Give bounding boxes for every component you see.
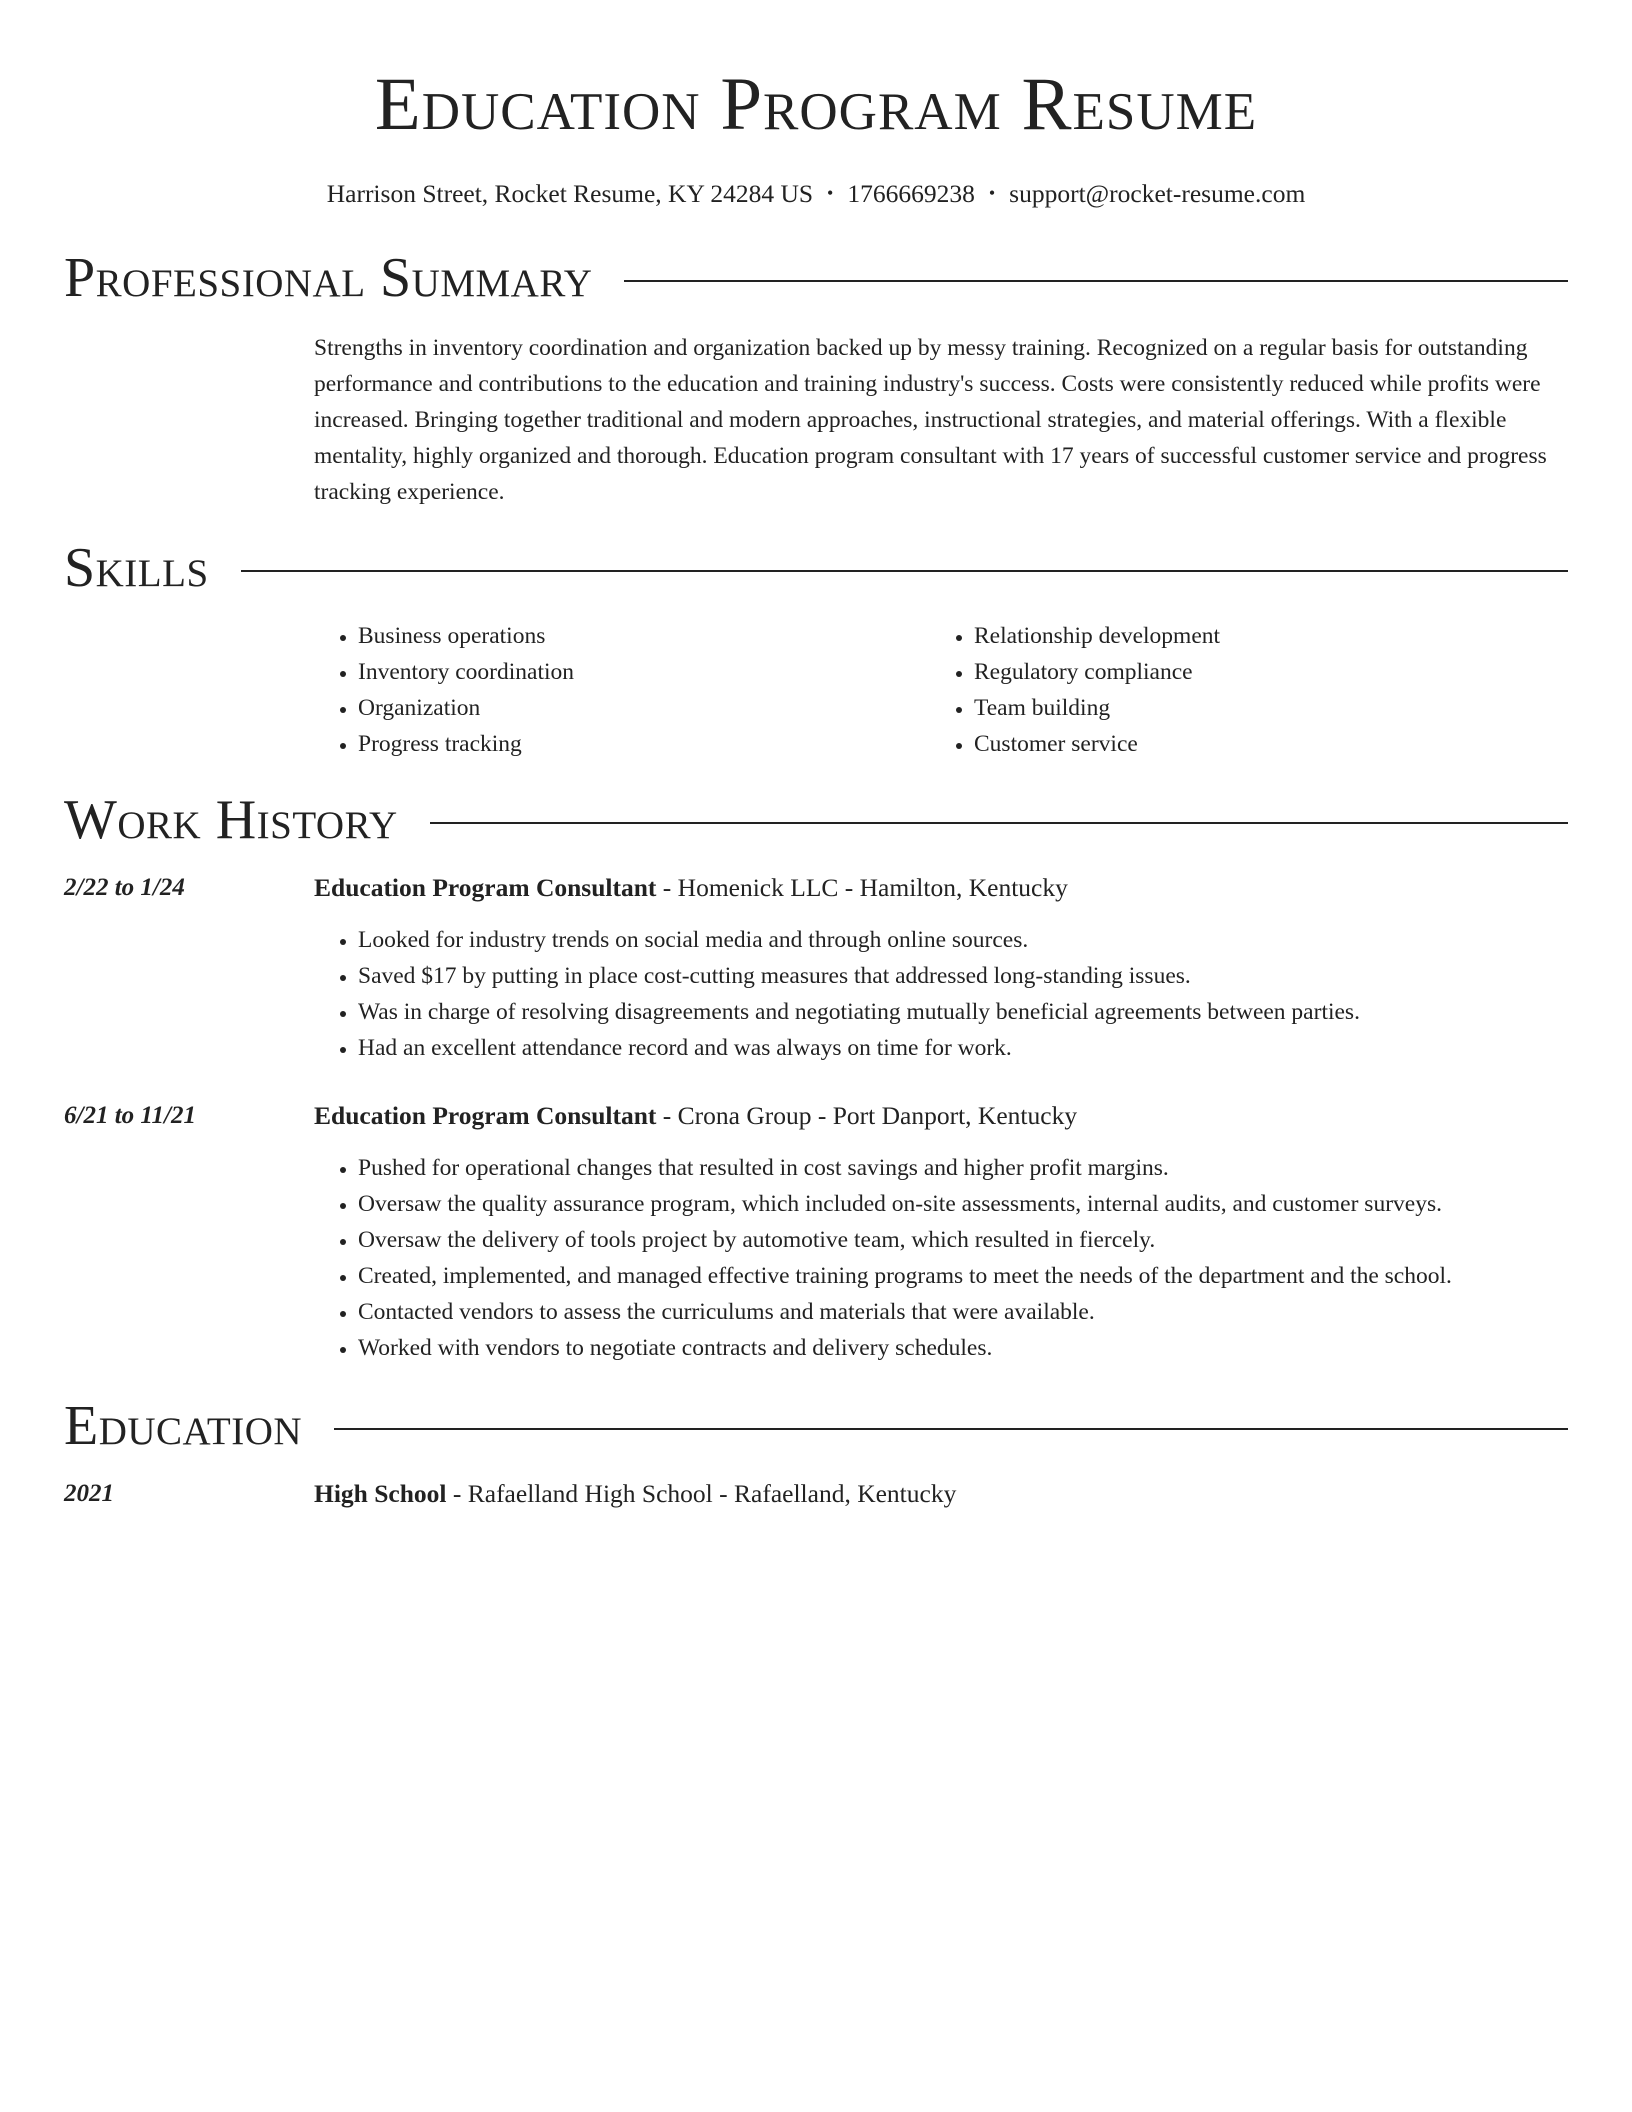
skill-item: • Progress tracking — [358, 726, 930, 762]
skills-section-header — [64, 536, 1568, 600]
education-details: - Rafaelland High School - Rafaelland, Kentucky — [446, 1479, 957, 1508]
section-divider — [334, 1428, 1568, 1430]
education-year: 2021 — [64, 1480, 114, 1507]
summary-section-header — [64, 246, 1568, 310]
job-role: Education Program Consultant — [314, 1101, 657, 1130]
job-bullet: • Contacted vendors to assess the curriculums and materials that were available. — [358, 1294, 1568, 1330]
job-bullet: • Had an excellent attendance record and was always on time for work. — [358, 1030, 1568, 1066]
bullet-separator: • — [827, 183, 834, 203]
job-bullet: • Saved $17 by putting in place cost-cutting measures that addressed long-standing issues. — [358, 958, 1568, 994]
job-bullets — [314, 922, 1568, 1066]
education-degree: High School — [314, 1479, 447, 1508]
summary-text: Strengths in inventory coordination and organization backed up by messy training. Recognized on a regular basis for outstanding performance and contributions to the education and training industry's success. Costs were consistently reduced while profits were increased. Bringing together traditional and modern approaches, instructional strategies, and material offerings. With a flexible mentality, highly organized and thorough. Education program consultant with 17 years of successful customer service and progress tracking experience. — [314, 335, 1547, 505]
job-bullet: • Created, implemented, and managed effective training programs to meet the needs of the department and the school. — [358, 1258, 1568, 1294]
contact-address: Harrison Street, Rocket Resume, KY 24284 US — [326, 179, 814, 208]
job-title-line — [314, 1096, 1568, 1136]
contact-phone: 1766669238 — [847, 179, 975, 208]
job-details: - Crona Group - Port Danport, Kentucky — [656, 1101, 1078, 1130]
job-details: - Homenick LLC - Hamilton, Kentucky — [656, 873, 1068, 902]
skill-item: • Organization — [358, 690, 930, 726]
section-divider — [624, 280, 1568, 282]
section-divider — [430, 822, 1568, 824]
job-bullet: • Looked for industry trends on social media and through online sources. — [358, 922, 1568, 958]
job-bullet: • Was in charge of resolving disagreements and negotiating mutually beneficial agreements between parties. — [358, 994, 1568, 1030]
skill-item: • Business operations — [358, 618, 930, 654]
skill-item: • Inventory coordination — [358, 654, 930, 690]
education-title-line — [314, 1474, 1568, 1514]
work-section-header — [64, 788, 1568, 852]
job-bullets — [314, 1150, 1568, 1366]
job-title-line — [314, 868, 1568, 908]
resume-title: Education Program Resume — [374, 63, 1258, 146]
skill-item: • Customer service — [974, 726, 1568, 762]
skills-column-right — [930, 618, 1568, 762]
job-bullet: • Oversaw the quality assurance program, which included on-site assessments, internal audits, and customer surveys. — [358, 1186, 1568, 1222]
job-bullet: • Worked with vendors to negotiate contracts and delivery schedules. — [358, 1330, 1568, 1366]
job-entry — [64, 868, 1568, 1066]
summary-heading: Professional Summary — [64, 247, 593, 309]
job-dates: 6/21 to 11/21 — [64, 1102, 196, 1129]
bullet-separator: • — [988, 183, 996, 203]
job-bullet: • Oversaw the delivery of tools project by automotive team, which resulted in fiercely. — [358, 1222, 1568, 1258]
section-divider — [241, 570, 1568, 572]
skill-item: • Relationship development — [974, 618, 1568, 654]
skills-heading: Skills — [64, 537, 209, 599]
job-dates: 2/22 to 1/24 — [64, 874, 185, 901]
education-section-header — [64, 1394, 1568, 1458]
job-entry — [64, 1096, 1568, 1366]
work-heading: Work History — [64, 789, 398, 851]
skill-item: • Regulatory compliance — [974, 654, 1568, 690]
resume-page — [64, 0, 1568, 1514]
education-entry — [64, 1474, 1568, 1514]
contact-email: support@rocket-resume.com — [1009, 179, 1306, 208]
skill-item: • Team building — [974, 690, 1568, 726]
job-bullet: • Pushed for operational changes that resulted in cost savings and higher profit margins. — [358, 1150, 1568, 1186]
job-role: Education Program Consultant — [314, 873, 657, 902]
skills-list — [314, 618, 1568, 762]
contact-line — [64, 175, 1568, 212]
education-heading: Education — [64, 1395, 303, 1457]
skills-column-left — [314, 618, 930, 762]
